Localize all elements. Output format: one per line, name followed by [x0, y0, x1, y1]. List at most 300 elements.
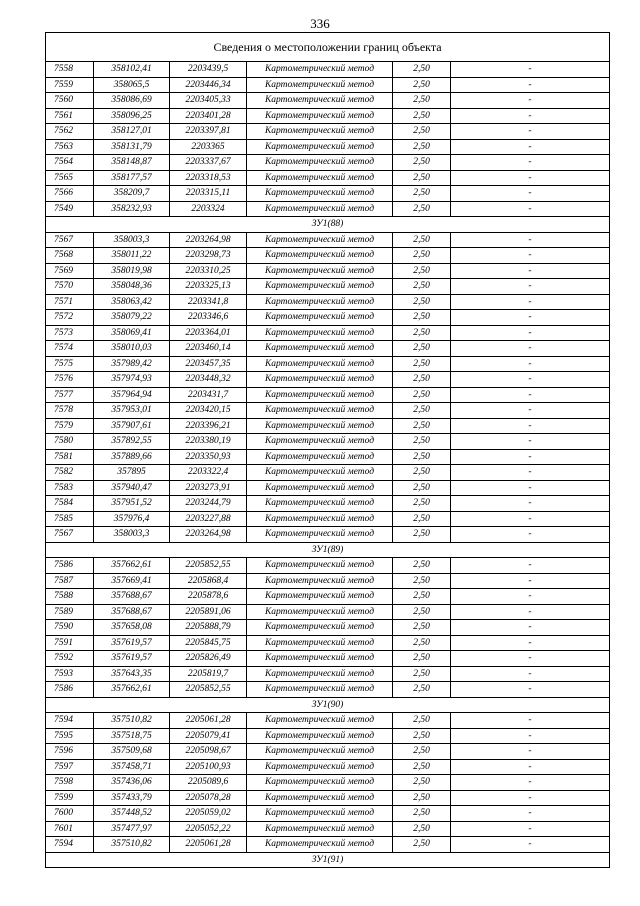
table-row [46, 124, 610, 140]
method-cell: Картометрический метод [247, 449, 393, 465]
x-coordinate-cell: 357953,01 [94, 403, 170, 419]
x-coordinate-cell: 357619,57 [94, 635, 170, 651]
method-cell: Картометрический метод [247, 372, 393, 388]
accuracy-cell: 2,50 [393, 527, 451, 543]
accuracy-cell: 2,50 [393, 341, 451, 357]
note-cell: - [451, 759, 610, 775]
note-cell: - [451, 511, 610, 527]
method-cell: Картометрический метод [247, 806, 393, 822]
section-row [46, 542, 610, 558]
point-number-cell: 7591 [46, 635, 94, 651]
note-cell: - [451, 310, 610, 326]
accuracy-cell: 2,50 [393, 387, 451, 403]
point-number-cell: 7581 [46, 449, 94, 465]
point-number-cell: 7567 [46, 527, 94, 543]
note-cell: - [451, 232, 610, 248]
note-cell: - [451, 263, 610, 279]
x-coordinate-cell: 357477,97 [94, 821, 170, 837]
y-coordinate-cell: 2205052,22 [170, 821, 247, 837]
table-row [46, 558, 610, 574]
table-row [46, 449, 610, 465]
y-coordinate-cell: 2203337,67 [170, 155, 247, 171]
accuracy-cell: 2,50 [393, 372, 451, 388]
table-row [46, 744, 610, 760]
accuracy-cell: 2,50 [393, 155, 451, 171]
method-cell: Картометрический метод [247, 186, 393, 202]
table-row [46, 139, 610, 155]
x-coordinate-cell: 357940,47 [94, 480, 170, 496]
x-coordinate-cell: 357907,61 [94, 418, 170, 434]
point-number-cell: 7558 [46, 62, 94, 78]
accuracy-cell: 2,50 [393, 573, 451, 589]
accuracy-cell: 2,50 [393, 744, 451, 760]
note-cell: - [451, 589, 610, 605]
section-row [46, 217, 610, 233]
y-coordinate-cell: 2205852,55 [170, 558, 247, 574]
page-number: 336 [310, 16, 330, 31]
y-coordinate-cell: 2203298,73 [170, 248, 247, 264]
x-coordinate-cell: 358011,22 [94, 248, 170, 264]
note-cell: - [451, 635, 610, 651]
y-coordinate-cell: 2203420,15 [170, 403, 247, 419]
point-number-cell: 7593 [46, 666, 94, 682]
y-coordinate-cell: 2205089,6 [170, 775, 247, 791]
method-cell: Картометрический метод [247, 465, 393, 481]
y-coordinate-cell: 2203365 [170, 139, 247, 155]
accuracy-cell: 2,50 [393, 790, 451, 806]
method-cell: Картометрический метод [247, 108, 393, 124]
x-coordinate-cell: 357895 [94, 465, 170, 481]
table-row [46, 263, 610, 279]
point-number-cell: 7570 [46, 279, 94, 295]
method-cell: Картометрический метод [247, 418, 393, 434]
table-row [46, 806, 610, 822]
table-row [46, 387, 610, 403]
accuracy-cell: 2,50 [393, 108, 451, 124]
point-number-cell: 7585 [46, 511, 94, 527]
method-cell: Картометрический метод [247, 821, 393, 837]
point-number-cell: 7562 [46, 124, 94, 140]
accuracy-cell: 2,50 [393, 496, 451, 512]
point-number-cell: 7597 [46, 759, 94, 775]
y-coordinate-cell: 2205059,02 [170, 806, 247, 822]
x-coordinate-cell: 358010,03 [94, 341, 170, 357]
x-coordinate-cell: 357989,42 [94, 356, 170, 372]
table-row [46, 248, 610, 264]
table-row [46, 232, 610, 248]
table-row [46, 790, 610, 806]
y-coordinate-cell: 2203324 [170, 201, 247, 217]
method-cell: Картометрический метод [247, 62, 393, 78]
note-cell: - [451, 651, 610, 667]
x-coordinate-cell: 357688,67 [94, 604, 170, 620]
x-coordinate-cell: 358127,01 [94, 124, 170, 140]
accuracy-cell: 2,50 [393, 418, 451, 434]
point-number-cell: 7595 [46, 728, 94, 744]
method-cell: Картометрический метод [247, 728, 393, 744]
point-number-cell: 7560 [46, 93, 94, 109]
method-cell: Картометрический метод [247, 310, 393, 326]
note-cell: - [451, 403, 610, 419]
accuracy-cell: 2,50 [393, 759, 451, 775]
y-coordinate-cell: 2205826,49 [170, 651, 247, 667]
accuracy-cell: 2,50 [393, 263, 451, 279]
table-row [46, 465, 610, 481]
note-cell: - [451, 139, 610, 155]
y-coordinate-cell: 2205852,55 [170, 682, 247, 698]
point-number-cell: 7582 [46, 465, 94, 481]
y-coordinate-cell: 2203457,35 [170, 356, 247, 372]
accuracy-cell: 2,50 [393, 682, 451, 698]
y-coordinate-cell: 2205061,28 [170, 837, 247, 853]
note-cell: - [451, 744, 610, 760]
point-number-cell: 7559 [46, 77, 94, 93]
note-cell: - [451, 356, 610, 372]
accuracy-cell: 2,50 [393, 806, 451, 822]
x-coordinate-cell: 357510,82 [94, 837, 170, 853]
note-cell: - [451, 418, 610, 434]
note-cell: - [451, 790, 610, 806]
point-number-cell: 7590 [46, 620, 94, 636]
accuracy-cell: 2,50 [393, 465, 451, 481]
method-cell: Картометрический метод [247, 139, 393, 155]
note-cell: - [451, 728, 610, 744]
point-number-cell: 7563 [46, 139, 94, 155]
table-row [46, 418, 610, 434]
method-cell: Картометрический метод [247, 604, 393, 620]
note-cell: - [451, 837, 610, 853]
method-cell: Картометрический метод [247, 341, 393, 357]
y-coordinate-cell: 2203405,33 [170, 93, 247, 109]
y-coordinate-cell: 2205891,06 [170, 604, 247, 620]
x-coordinate-cell: 357433,79 [94, 790, 170, 806]
table-row [46, 682, 610, 698]
table-row [46, 511, 610, 527]
method-cell: Картометрический метод [247, 790, 393, 806]
y-coordinate-cell: 2203322,4 [170, 465, 247, 481]
accuracy-cell: 2,50 [393, 666, 451, 682]
method-cell: Картометрический метод [247, 837, 393, 853]
y-coordinate-cell: 2203448,32 [170, 372, 247, 388]
table-row [46, 635, 610, 651]
accuracy-cell: 2,50 [393, 232, 451, 248]
point-number-cell: 7586 [46, 682, 94, 698]
method-cell: Картометрический метод [247, 387, 393, 403]
table-row [46, 759, 610, 775]
accuracy-cell: 2,50 [393, 589, 451, 605]
method-cell: Картометрический метод [247, 434, 393, 450]
method-cell: Картометрический метод [247, 527, 393, 543]
accuracy-cell: 2,50 [393, 434, 451, 450]
section-label: ЗУ1(90) [46, 697, 610, 713]
table-row [46, 372, 610, 388]
table-row [46, 310, 610, 326]
table-row [46, 604, 610, 620]
point-number-cell: 7580 [46, 434, 94, 450]
table-row [46, 480, 610, 496]
note-cell: - [451, 279, 610, 295]
method-cell: Картометрический метод [247, 263, 393, 279]
method-cell: Картометрический метод [247, 682, 393, 698]
table-row [46, 728, 610, 744]
point-number-cell: 7584 [46, 496, 94, 512]
table-body [46, 33, 610, 868]
note-cell: - [451, 806, 610, 822]
accuracy-cell: 2,50 [393, 356, 451, 372]
x-coordinate-cell: 358177,57 [94, 170, 170, 186]
accuracy-cell: 2,50 [393, 480, 451, 496]
point-number-cell: 7594 [46, 837, 94, 853]
point-number-cell: 7573 [46, 325, 94, 341]
note-cell: - [451, 620, 610, 636]
note-cell: - [451, 449, 610, 465]
x-coordinate-cell: 357662,61 [94, 558, 170, 574]
section-label: ЗУ1(88) [46, 217, 610, 233]
x-coordinate-cell: 358048,36 [94, 279, 170, 295]
table-row [46, 620, 610, 636]
x-coordinate-cell: 358019,98 [94, 263, 170, 279]
y-coordinate-cell: 2203318,53 [170, 170, 247, 186]
point-number-cell: 7569 [46, 263, 94, 279]
y-coordinate-cell: 2203341,8 [170, 294, 247, 310]
method-cell: Картометрический метод [247, 496, 393, 512]
accuracy-cell: 2,50 [393, 635, 451, 651]
x-coordinate-cell: 358063,42 [94, 294, 170, 310]
accuracy-cell: 2,50 [393, 604, 451, 620]
table-row [46, 496, 610, 512]
y-coordinate-cell: 2203446,34 [170, 77, 247, 93]
x-coordinate-cell: 357436,06 [94, 775, 170, 791]
method-cell: Картометрический метод [247, 620, 393, 636]
y-coordinate-cell: 2205078,28 [170, 790, 247, 806]
point-number-cell: 7549 [46, 201, 94, 217]
y-coordinate-cell: 2205868,4 [170, 573, 247, 589]
y-coordinate-cell: 2203397,81 [170, 124, 247, 140]
y-coordinate-cell: 2203350,93 [170, 449, 247, 465]
method-cell: Картометрический метод [247, 589, 393, 605]
point-number-cell: 7575 [46, 356, 94, 372]
table-title: Сведения о местоположении границ объекта [46, 33, 610, 62]
method-cell: Картометрический метод [247, 511, 393, 527]
method-cell: Картометрический метод [247, 325, 393, 341]
accuracy-cell: 2,50 [393, 62, 451, 78]
table-title-row [46, 33, 610, 62]
table-row [46, 666, 610, 682]
method-cell: Картометрический метод [247, 558, 393, 574]
x-coordinate-cell: 358102,41 [94, 62, 170, 78]
point-number-cell: 7578 [46, 403, 94, 419]
point-number-cell: 7586 [46, 558, 94, 574]
x-coordinate-cell: 357974,93 [94, 372, 170, 388]
point-number-cell: 7588 [46, 589, 94, 605]
y-coordinate-cell: 2203244,79 [170, 496, 247, 512]
point-number-cell: 7564 [46, 155, 94, 171]
point-number-cell: 7566 [46, 186, 94, 202]
accuracy-cell: 2,50 [393, 449, 451, 465]
note-cell: - [451, 77, 610, 93]
table-row [46, 775, 610, 791]
accuracy-cell: 2,50 [393, 403, 451, 419]
accuracy-cell: 2,50 [393, 821, 451, 837]
accuracy-cell: 2,50 [393, 170, 451, 186]
y-coordinate-cell: 2205100,93 [170, 759, 247, 775]
point-number-cell: 7592 [46, 651, 94, 667]
table-row [46, 527, 610, 543]
table-row [46, 108, 610, 124]
y-coordinate-cell: 2203273,91 [170, 480, 247, 496]
accuracy-cell: 2,50 [393, 713, 451, 729]
note-cell: - [451, 496, 610, 512]
point-number-cell: 7567 [46, 232, 94, 248]
note-cell: - [451, 527, 610, 543]
accuracy-cell: 2,50 [393, 77, 451, 93]
note-cell: - [451, 775, 610, 791]
table-row [46, 170, 610, 186]
x-coordinate-cell: 357619,57 [94, 651, 170, 667]
accuracy-cell: 2,50 [393, 186, 451, 202]
method-cell: Картометрический метод [247, 248, 393, 264]
point-number-cell: 7587 [46, 573, 94, 589]
y-coordinate-cell: 2205819,7 [170, 666, 247, 682]
x-coordinate-cell: 357448,52 [94, 806, 170, 822]
note-cell: - [451, 434, 610, 450]
note-cell: - [451, 573, 610, 589]
table-row [46, 434, 610, 450]
accuracy-cell: 2,50 [393, 511, 451, 527]
note-cell: - [451, 666, 610, 682]
table-row [46, 279, 610, 295]
note-cell: - [451, 62, 610, 78]
x-coordinate-cell: 358232,93 [94, 201, 170, 217]
note-cell: - [451, 604, 610, 620]
method-cell: Картометрический метод [247, 124, 393, 140]
note-cell: - [451, 170, 610, 186]
accuracy-cell: 2,50 [393, 139, 451, 155]
y-coordinate-cell: 2205888,79 [170, 620, 247, 636]
point-number-cell: 7577 [46, 387, 94, 403]
boundary-coordinates-table [45, 32, 610, 868]
point-number-cell: 7600 [46, 806, 94, 822]
y-coordinate-cell: 2203460,14 [170, 341, 247, 357]
point-number-cell: 7572 [46, 310, 94, 326]
y-coordinate-cell: 2203364,01 [170, 325, 247, 341]
method-cell: Картометрический метод [247, 232, 393, 248]
y-coordinate-cell: 2205061,28 [170, 713, 247, 729]
y-coordinate-cell: 2205079,41 [170, 728, 247, 744]
table-row [46, 403, 610, 419]
y-coordinate-cell: 2205878,6 [170, 589, 247, 605]
point-number-cell: 7601 [46, 821, 94, 837]
y-coordinate-cell: 2203439,5 [170, 62, 247, 78]
y-coordinate-cell: 2203401,28 [170, 108, 247, 124]
table-row [46, 294, 610, 310]
note-cell: - [451, 821, 610, 837]
method-cell: Картометрический метод [247, 356, 393, 372]
table-row [46, 325, 610, 341]
accuracy-cell: 2,50 [393, 775, 451, 791]
note-cell: - [451, 465, 610, 481]
table-row [46, 837, 610, 853]
method-cell: Картометрический метод [247, 666, 393, 682]
accuracy-cell: 2,50 [393, 558, 451, 574]
accuracy-cell: 2,50 [393, 124, 451, 140]
table-row [46, 186, 610, 202]
x-coordinate-cell: 358065,5 [94, 77, 170, 93]
table-row [46, 573, 610, 589]
method-cell: Картометрический метод [247, 744, 393, 760]
point-number-cell: 7561 [46, 108, 94, 124]
note-cell: - [451, 155, 610, 171]
x-coordinate-cell: 358079,22 [94, 310, 170, 326]
method-cell: Картометрический метод [247, 480, 393, 496]
y-coordinate-cell: 2203264,98 [170, 232, 247, 248]
x-coordinate-cell: 358209,7 [94, 186, 170, 202]
section-row [46, 697, 610, 713]
accuracy-cell: 2,50 [393, 201, 451, 217]
table-row [46, 155, 610, 171]
x-coordinate-cell: 358069,41 [94, 325, 170, 341]
table-row [46, 62, 610, 78]
note-cell: - [451, 325, 610, 341]
method-cell: Картометрический метод [247, 170, 393, 186]
x-coordinate-cell: 357458,71 [94, 759, 170, 775]
method-cell: Картометрический метод [247, 201, 393, 217]
table-row [46, 356, 610, 372]
x-coordinate-cell: 357889,66 [94, 449, 170, 465]
y-coordinate-cell: 2203346,6 [170, 310, 247, 326]
accuracy-cell: 2,50 [393, 93, 451, 109]
accuracy-cell: 2,50 [393, 294, 451, 310]
accuracy-cell: 2,50 [393, 837, 451, 853]
method-cell: Картометрический метод [247, 573, 393, 589]
x-coordinate-cell: 357951,52 [94, 496, 170, 512]
table-row [46, 589, 610, 605]
note-cell: - [451, 341, 610, 357]
point-number-cell: 7583 [46, 480, 94, 496]
note-cell: - [451, 93, 610, 109]
x-coordinate-cell: 357662,61 [94, 682, 170, 698]
point-number-cell: 7565 [46, 170, 94, 186]
accuracy-cell: 2,50 [393, 728, 451, 744]
accuracy-cell: 2,50 [393, 325, 451, 341]
y-coordinate-cell: 2203310,25 [170, 263, 247, 279]
point-number-cell: 7589 [46, 604, 94, 620]
x-coordinate-cell: 358096,25 [94, 108, 170, 124]
x-coordinate-cell: 357509,68 [94, 744, 170, 760]
note-cell: - [451, 387, 610, 403]
note-cell: - [451, 186, 610, 202]
x-coordinate-cell: 358003,3 [94, 232, 170, 248]
x-coordinate-cell: 358148,87 [94, 155, 170, 171]
method-cell: Картометрический метод [247, 77, 393, 93]
table-row [46, 713, 610, 729]
y-coordinate-cell: 2205098,67 [170, 744, 247, 760]
y-coordinate-cell: 2205845,75 [170, 635, 247, 651]
note-cell: - [451, 124, 610, 140]
x-coordinate-cell: 357688,67 [94, 589, 170, 605]
note-cell: - [451, 713, 610, 729]
table-row [46, 341, 610, 357]
table-row [46, 821, 610, 837]
y-coordinate-cell: 2203325,13 [170, 279, 247, 295]
y-coordinate-cell: 2203315,11 [170, 186, 247, 202]
x-coordinate-cell: 357892,55 [94, 434, 170, 450]
note-cell: - [451, 108, 610, 124]
method-cell: Картометрический метод [247, 294, 393, 310]
method-cell: Картометрический метод [247, 279, 393, 295]
accuracy-cell: 2,50 [393, 310, 451, 326]
y-coordinate-cell: 2203227,88 [170, 511, 247, 527]
